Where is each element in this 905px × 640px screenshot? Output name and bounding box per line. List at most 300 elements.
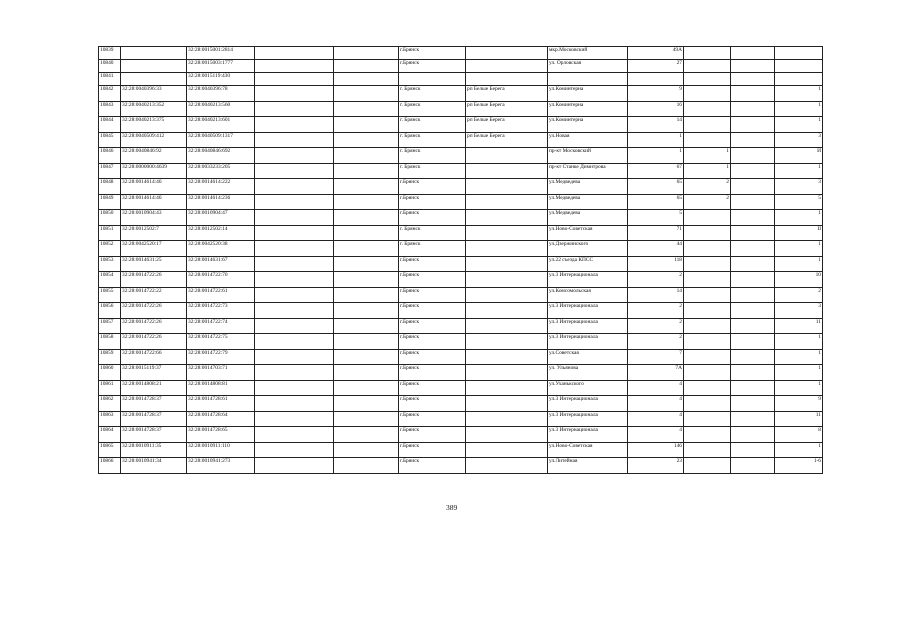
- cell-c11: [731, 287, 775, 303]
- cell-c9: 1: [628, 148, 684, 164]
- cell-c5: [334, 148, 399, 164]
- cell-c2: [121, 73, 187, 86]
- cell-c3: 32:28:0040213:560: [187, 101, 255, 117]
- cell-c2: 32:28:0012502:7: [121, 225, 187, 241]
- cell-c9: 65: [628, 194, 684, 210]
- cell-c11: [731, 256, 775, 272]
- cell-c5: [334, 60, 399, 73]
- cell-c11: [731, 272, 775, 288]
- cell-c2: 32:28:0014722:26: [121, 334, 187, 350]
- cell-c6: г.Брянск: [399, 194, 466, 210]
- cell-c9: 23: [628, 458, 684, 474]
- cell-c9: 71: [628, 225, 684, 241]
- cell-no: 10851: [99, 225, 121, 241]
- cell-no: 10847: [99, 163, 121, 179]
- cell-c3: 32:28:0012502:14: [187, 225, 255, 241]
- cell-no: 10843: [99, 101, 121, 117]
- cell-c2: 32:28:0014722:22: [121, 287, 187, 303]
- cell-c12: 1: [775, 86, 823, 102]
- cell-c5: [334, 47, 399, 60]
- cell-c2: 32:28:0040846:92: [121, 148, 187, 164]
- cell-no: 10857: [99, 318, 121, 334]
- table-row: [99, 411, 823, 427]
- cell-c3: 32:28:0014808:81: [187, 380, 255, 396]
- cell-c5: [334, 163, 399, 179]
- cell-c11: [731, 318, 775, 334]
- cell-c2: 32:28:0000000:4639: [121, 163, 187, 179]
- cell-c6: г.Брянск: [399, 334, 466, 350]
- cell-c7: [466, 60, 548, 73]
- cell-c11: [731, 148, 775, 164]
- registry-table: [98, 46, 823, 474]
- cell-c2: 32:28:0010941:34: [121, 458, 187, 474]
- cell-c3: 32:28:0014722:74: [187, 318, 255, 334]
- cell-c11: [731, 241, 775, 257]
- cell-c7: [466, 73, 548, 86]
- cell-c5: [334, 303, 399, 319]
- cell-c12: 1: [775, 117, 823, 133]
- cell-c8: ул.3 Интернационала: [548, 334, 628, 350]
- cell-c9: 9: [628, 86, 684, 102]
- cell-c4: [255, 411, 334, 427]
- cell-c4: [255, 349, 334, 365]
- cell-c8: ул.Коминтерна: [548, 101, 628, 117]
- cell-c2: 32:28:0014614:46: [121, 194, 187, 210]
- cell-c10: [684, 73, 731, 86]
- cell-c9: 2: [628, 318, 684, 334]
- cell-c5: [334, 458, 399, 474]
- cell-c9: 118: [628, 256, 684, 272]
- cell-c3: 32:28:0040213:601: [187, 117, 255, 133]
- cell-c11: [731, 303, 775, 319]
- table-row: [99, 318, 823, 334]
- cell-c9: 14: [628, 287, 684, 303]
- cell-no: 10849: [99, 194, 121, 210]
- cell-c7: [466, 272, 548, 288]
- table-body: [99, 47, 823, 474]
- cell-c3: 32:28:0010941:273: [187, 458, 255, 474]
- cell-c6: г.Брянск: [399, 272, 466, 288]
- cell-c3: 32:28:0014631:67: [187, 256, 255, 272]
- cell-c3: 32:28:0014728:64: [187, 411, 255, 427]
- cell-c7: [466, 396, 548, 412]
- cell-c5: [334, 241, 399, 257]
- cell-c6: г. Брянск: [399, 163, 466, 179]
- cell-no: 10852: [99, 241, 121, 257]
- cell-c6: г. Брянск: [399, 117, 466, 133]
- cell-c7: [466, 179, 548, 195]
- cell-c10: 1: [684, 163, 731, 179]
- cell-c4: [255, 148, 334, 164]
- cell-c2: 32:28:0040509:412: [121, 132, 187, 148]
- cell-c2: 32:28:0010904:43: [121, 210, 187, 226]
- cell-c12: 5: [775, 194, 823, 210]
- cell-c10: [684, 287, 731, 303]
- cell-no: 10839: [99, 47, 121, 60]
- cell-no: 10853: [99, 256, 121, 272]
- cell-c6: г.Брянск: [399, 411, 466, 427]
- cell-c5: [334, 132, 399, 148]
- table-row: [99, 365, 823, 381]
- cell-c2: 32:28:0015119:37: [121, 365, 187, 381]
- table-row: [99, 101, 823, 117]
- cell-c5: [334, 396, 399, 412]
- cell-no: 10842: [99, 86, 121, 102]
- cell-c4: [255, 132, 334, 148]
- cell-c10: [684, 256, 731, 272]
- cell-no: 10860: [99, 365, 121, 381]
- table-row: [99, 458, 823, 474]
- cell-no: 10861: [99, 380, 121, 396]
- cell-no: 10846: [99, 148, 121, 164]
- cell-c12: 1: [775, 163, 823, 179]
- cell-c11: [731, 334, 775, 350]
- cell-no: 10866: [99, 458, 121, 474]
- cell-c9: 49А: [628, 47, 684, 60]
- cell-c7: [466, 380, 548, 396]
- cell-c4: [255, 365, 334, 381]
- table-row: [99, 334, 823, 350]
- cell-c4: [255, 225, 334, 241]
- cell-c4: [255, 458, 334, 474]
- cell-c11: [731, 427, 775, 443]
- cell-c11: [731, 101, 775, 117]
- cell-c8: ул.Новая: [548, 132, 628, 148]
- cell-c6: г.Брянск: [399, 60, 466, 73]
- cell-no: 10841: [99, 73, 121, 86]
- cell-c6: г.Брянск: [399, 365, 466, 381]
- cell-c2: 32:28:0014722:26: [121, 272, 187, 288]
- cell-c11: [731, 396, 775, 412]
- cell-c12: 11: [775, 411, 823, 427]
- cell-c7: [466, 194, 548, 210]
- cell-c12: 3: [775, 303, 823, 319]
- cell-c2: [121, 47, 187, 60]
- table-row: [99, 241, 823, 257]
- cell-c5: [334, 380, 399, 396]
- cell-c10: [684, 272, 731, 288]
- cell-c3: 32:28:0014722:75: [187, 334, 255, 350]
- cell-c8: ул. Орловская: [548, 60, 628, 73]
- cell-c6: г. Брянск: [399, 132, 466, 148]
- cell-c6: г.Брянск: [399, 380, 466, 396]
- cell-c12: 1: [775, 210, 823, 226]
- cell-c10: [684, 365, 731, 381]
- cell-c8: ул. Ульянова: [548, 365, 628, 381]
- cell-c10: 1: [684, 148, 731, 164]
- cell-c3: 32:28:0014728:61: [187, 396, 255, 412]
- cell-c11: [731, 163, 775, 179]
- cell-c4: [255, 241, 334, 257]
- cell-c8: ул.Советская: [548, 349, 628, 365]
- cell-c9: 67: [628, 163, 684, 179]
- table-row: [99, 148, 823, 164]
- cell-c5: [334, 318, 399, 334]
- cell-c8: ул.Комсомольская: [548, 287, 628, 303]
- cell-c12: 1: [775, 241, 823, 257]
- cell-c5: [334, 179, 399, 195]
- cell-c7: рп Белые Берега: [466, 101, 548, 117]
- table-row: [99, 225, 823, 241]
- cell-c4: [255, 334, 334, 350]
- cell-c2: 32:28:0014722:26: [121, 318, 187, 334]
- cell-c12: И: [775, 148, 823, 164]
- cell-no: 10858: [99, 334, 121, 350]
- cell-c8: ул.3 Интернационала: [548, 272, 628, 288]
- cell-c12: [775, 60, 823, 73]
- cell-c6: г. Брянск: [399, 148, 466, 164]
- cell-c5: [334, 256, 399, 272]
- cell-c8: ул.Ново-Советская: [548, 442, 628, 458]
- cell-c6: г.Брянск: [399, 458, 466, 474]
- cell-c4: [255, 60, 334, 73]
- cell-c3: 32:28:0015119:430: [187, 73, 255, 86]
- cell-c5: [334, 365, 399, 381]
- cell-c4: [255, 163, 334, 179]
- cell-c12: 1: [775, 442, 823, 458]
- cell-c4: [255, 117, 334, 133]
- cell-c4: [255, 194, 334, 210]
- cell-c5: [334, 334, 399, 350]
- cell-c9: 16: [628, 101, 684, 117]
- cell-c6: г.Брянск: [399, 349, 466, 365]
- cell-no: 10845: [99, 132, 121, 148]
- cell-c10: [684, 303, 731, 319]
- cell-c9: [628, 73, 684, 86]
- cell-c7: [466, 225, 548, 241]
- cell-c12: 9: [775, 396, 823, 412]
- cell-c11: [731, 411, 775, 427]
- cell-c7: [466, 411, 548, 427]
- cell-c7: [466, 47, 548, 60]
- cell-c10: [684, 132, 731, 148]
- cell-c11: [731, 442, 775, 458]
- cell-c11: [731, 132, 775, 148]
- cell-c8: ул.Медведева: [548, 210, 628, 226]
- table-row: [99, 396, 823, 412]
- cell-c6: г. Брянск: [399, 225, 466, 241]
- table-row: [99, 303, 823, 319]
- cell-c3: 32:28:0014614:222: [187, 179, 255, 195]
- cell-c8: ул.3 Интернационала: [548, 303, 628, 319]
- cell-c8: [548, 73, 628, 86]
- cell-c8: ул.3 Интернационала: [548, 396, 628, 412]
- cell-c12: 3: [775, 179, 823, 195]
- cell-c5: [334, 225, 399, 241]
- cell-c9: 27: [628, 60, 684, 73]
- cell-c5: [334, 73, 399, 86]
- cell-c11: [731, 179, 775, 195]
- cell-c3: 32:28:0014722:73: [187, 303, 255, 319]
- cell-c6: г.Брянск: [399, 303, 466, 319]
- cell-c11: [731, 458, 775, 474]
- cell-c9: 2: [628, 272, 684, 288]
- cell-c6: г.Брянск: [399, 47, 466, 60]
- table-row: [99, 349, 823, 365]
- cell-c4: [255, 47, 334, 60]
- cell-c8: ул.Коминтерна: [548, 86, 628, 102]
- cell-c4: [255, 272, 334, 288]
- cell-c2: 32:28:0014728:37: [121, 427, 187, 443]
- cell-c4: [255, 442, 334, 458]
- cell-c3: 32:28:0014614:236: [187, 194, 255, 210]
- table-row: [99, 47, 823, 60]
- cell-c6: г. Брянск: [399, 101, 466, 117]
- cell-c10: [684, 47, 731, 60]
- cell-c4: [255, 73, 334, 86]
- cell-c8: ул.Литейная: [548, 458, 628, 474]
- cell-c10: [684, 86, 731, 102]
- cell-c11: [731, 210, 775, 226]
- cell-c6: г. Брянск: [399, 86, 466, 102]
- cell-c4: [255, 303, 334, 319]
- cell-c3: 32:28:0033233:205: [187, 163, 255, 179]
- cell-c9: 4: [628, 411, 684, 427]
- table-row: [99, 442, 823, 458]
- cell-c6: г.Брянск: [399, 318, 466, 334]
- cell-c10: [684, 396, 731, 412]
- cell-c3: 32:28:0040846:692: [187, 148, 255, 164]
- cell-no: 10840: [99, 60, 121, 73]
- cell-c7: рп Белые Берега: [466, 86, 548, 102]
- cell-c4: [255, 210, 334, 226]
- cell-c12: 1: [775, 365, 823, 381]
- cell-c6: г.Брянск: [399, 427, 466, 443]
- cell-c8: ул.Медведева: [548, 194, 628, 210]
- cell-c10: [684, 225, 731, 241]
- cell-c2: 32:28:0010911:35: [121, 442, 187, 458]
- cell-c10: [684, 380, 731, 396]
- cell-c8: ул.3 Интернационала: [548, 411, 628, 427]
- cell-c2: 32:28:0040396:33: [121, 86, 187, 102]
- cell-c9: 1: [628, 132, 684, 148]
- cell-c9: 65: [628, 179, 684, 195]
- cell-c3: 32:28:0014728:65: [187, 427, 255, 443]
- cell-c12: 1: [775, 256, 823, 272]
- cell-c10: [684, 318, 731, 334]
- cell-c12: [775, 73, 823, 86]
- cell-c5: [334, 101, 399, 117]
- cell-c6: г.Брянск: [399, 396, 466, 412]
- cell-c12: 11: [775, 318, 823, 334]
- cell-c9: 2: [628, 334, 684, 350]
- cell-c4: [255, 380, 334, 396]
- table-row: [99, 210, 823, 226]
- cell-c12: 10: [775, 272, 823, 288]
- cell-no: 10848: [99, 179, 121, 195]
- cell-c3: 32:28:0010904:47: [187, 210, 255, 226]
- table-row: [99, 179, 823, 195]
- cell-c7: [466, 303, 548, 319]
- cell-c7: [466, 210, 548, 226]
- table-row: [99, 132, 823, 148]
- cell-c6: г.Брянск: [399, 179, 466, 195]
- cell-c2: 32:28:0042520:17: [121, 241, 187, 257]
- cell-c8: ул.Коминтерна: [548, 117, 628, 133]
- cell-c5: [334, 442, 399, 458]
- cell-c9: 4: [628, 380, 684, 396]
- cell-c7: [466, 318, 548, 334]
- cell-c7: рп Белые Берега: [466, 117, 548, 133]
- table-row: [99, 117, 823, 133]
- cell-c7: [466, 163, 548, 179]
- cell-c9: 4: [628, 427, 684, 443]
- table-row: [99, 73, 823, 86]
- cell-c10: [684, 241, 731, 257]
- cell-no: 10844: [99, 117, 121, 133]
- cell-c5: [334, 194, 399, 210]
- cell-c12: 8: [775, 427, 823, 443]
- cell-c2: 32:28:0040213:375: [121, 117, 187, 133]
- cell-c5: [334, 427, 399, 443]
- cell-c9: 4: [628, 396, 684, 412]
- cell-no: 10865: [99, 442, 121, 458]
- cell-c3: 32:28:0014722:79: [187, 349, 255, 365]
- cell-c7: [466, 427, 548, 443]
- cell-c2: 32:28:0014722:66: [121, 349, 187, 365]
- cell-c7: [466, 349, 548, 365]
- cell-c3: 32:28:0014722:70: [187, 272, 255, 288]
- cell-c12: 1: [775, 101, 823, 117]
- table-row: [99, 427, 823, 443]
- cell-c10: [684, 117, 731, 133]
- cell-c2: 32:28:0014614:46: [121, 179, 187, 195]
- cell-c10: [684, 442, 731, 458]
- cell-c7: [466, 148, 548, 164]
- cell-c11: [731, 117, 775, 133]
- cell-no: 10863: [99, 411, 121, 427]
- cell-c5: [334, 117, 399, 133]
- cell-c6: г. Брянск: [399, 241, 466, 257]
- cell-no: 10855: [99, 287, 121, 303]
- cell-c3: 32:28:0010911:110: [187, 442, 255, 458]
- cell-c3: 32:28:0042520:38: [187, 241, 255, 257]
- cell-c11: [731, 47, 775, 60]
- cell-c12: II: [775, 225, 823, 241]
- cell-c4: [255, 318, 334, 334]
- page-number: 389: [446, 503, 458, 512]
- cell-no: 10856: [99, 303, 121, 319]
- cell-c7: [466, 365, 548, 381]
- cell-c12: [775, 47, 823, 60]
- cell-c11: [731, 380, 775, 396]
- cell-c4: [255, 179, 334, 195]
- cell-c10: [684, 458, 731, 474]
- cell-c12: 1: [775, 380, 823, 396]
- cell-c4: [255, 396, 334, 412]
- cell-c12: 1: [775, 334, 823, 350]
- cell-c5: [334, 411, 399, 427]
- cell-c4: [255, 86, 334, 102]
- cell-c4: [255, 287, 334, 303]
- cell-c12: 3: [775, 132, 823, 148]
- cell-c9: 2: [628, 303, 684, 319]
- cell-c2: 32:28:0014728:37: [121, 411, 187, 427]
- cell-c4: [255, 101, 334, 117]
- cell-c7: [466, 442, 548, 458]
- cell-c11: [731, 73, 775, 86]
- cell-c8: ул.3 Интернационала: [548, 427, 628, 443]
- cell-c10: [684, 210, 731, 226]
- cell-c7: [466, 458, 548, 474]
- cell-c7: рп Белые Берега: [466, 132, 548, 148]
- cell-c11: [731, 60, 775, 73]
- cell-c10: [684, 101, 731, 117]
- cell-c10: 2: [684, 179, 731, 195]
- cell-c5: [334, 349, 399, 365]
- table-row: [99, 86, 823, 102]
- cell-c2: 32:28:0014728:37: [121, 396, 187, 412]
